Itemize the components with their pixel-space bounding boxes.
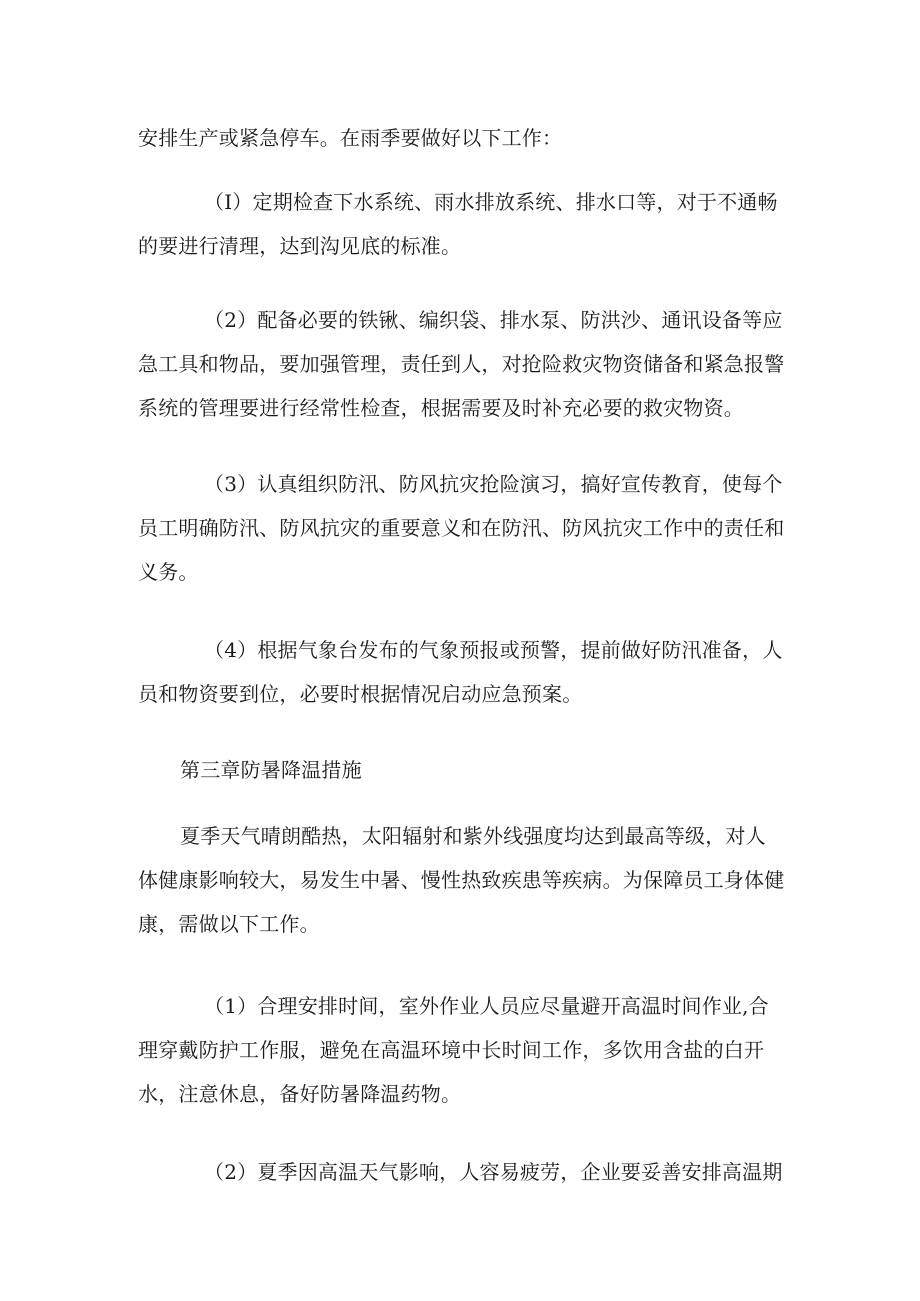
text-line: 义务。 [138,560,199,584]
paragraph-summer-item-1 [138,984,788,1116]
chapter-title: 第三章防暑降温措施 [180,758,362,782]
paragraph-item-4 [138,628,788,716]
text-line: （2）配备必要的铁锹、编织袋、排水泵、防洪沙、通讯设备等应 [204,308,783,332]
paragraph-continuation [138,116,788,160]
text-line: 员和物资要到位，必要时根据情况启动应急预案。 [138,682,583,706]
text-line: 急工具和物品，要加强管理，责任到人，对抢险救灾物资储备和紧急报警 [138,352,785,376]
text-line: 员工明确防汛、防风抗灾的重要意义和在防汛、防风抗灾工作中的责任和 [138,516,785,540]
text-line: （4）根据气象台发布的气象预报或预警，提前做好防汛准备，人 [204,638,783,662]
text-line: （1）合理安排时间，室外作业人员应尽量避开高温时间作业,合 [204,994,769,1018]
paragraph-summer-intro [138,814,788,946]
text-line: （2）夏季因高温天气影响，人容易疲劳，企业要妥善安排高温期 [204,1160,783,1184]
paragraph-item-2 [138,298,788,430]
text-line: 理穿戴防护工作服，避免在高温环境中长时间工作，多饮用含盐的白开 [138,1038,765,1062]
paragraph-item-1 [138,180,788,268]
text-line: （3）认真组织防汛、防风抗灾抢险演习，搞好宣传教育，使每个 [204,472,783,496]
text-line: 系统的管理要进行经常性检查，根据需要及时补充必要的救灾物资。 [138,396,744,420]
text-line: 的要进行清理，达到沟见底的标准。 [138,234,462,258]
text-line: 体健康影响较大，易发生中暑、慢性热致疾患等疾病。为保障员工身体健 [138,868,785,892]
text-line: 安排生产或紧急停车。在雨季要做好以下工作： [138,126,563,150]
paragraph-summer-item-2 [138,1150,788,1194]
text-line: 康，需做以下工作。 [138,912,320,936]
text-line: 水，注意休息，备好防暑降温药物。 [138,1082,462,1106]
paragraph-item-3 [138,462,788,594]
chapter-heading [138,748,788,792]
text-line: 夏季天气晴朗酷热，太阳辐射和紫外线强度均达到最高等级，对人 [180,824,766,848]
text-line: （I）定期检查下水系统、雨水排放系统、排水口等，对于不通畅 [204,190,778,214]
